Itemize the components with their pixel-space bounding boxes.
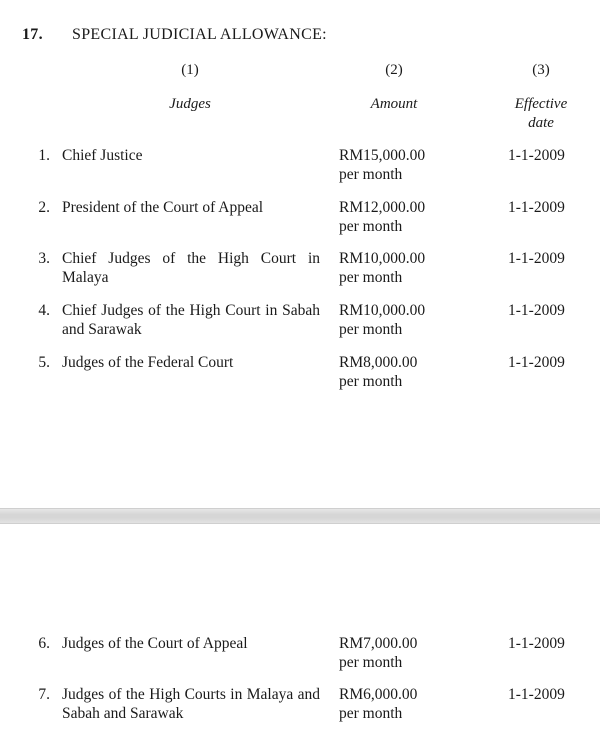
amount-cell: [339, 685, 479, 723]
column-number-3: (3): [532, 62, 550, 78]
column-header-amount: Amount: [370, 96, 418, 112]
judge-title: Judges of the High Courts in Malaya and Sabah and Sarawak: [62, 686, 320, 722]
row-index: 5.: [38, 354, 50, 371]
amount-cell: [339, 634, 479, 672]
column-header-effective-date: [491, 95, 591, 133]
amount-value: RM8,000.00: [339, 354, 418, 371]
row-index: 2.: [38, 199, 50, 216]
effective-date: 1-1-2009: [508, 147, 565, 164]
row-index: 4.: [38, 302, 50, 319]
amount-value: RM6,000.00: [339, 686, 418, 703]
effective-date: 1-1-2009: [508, 354, 565, 371]
amount-period: per month: [339, 269, 403, 286]
row-index: 6.: [38, 635, 50, 652]
amount-period: per month: [339, 654, 403, 671]
judge-title: Chief Judges of the High Court in Malaya: [62, 250, 320, 286]
document-page-2: [0, 524, 600, 731]
section-title: SPECIAL JUDICIAL ALLOWANCE:: [72, 26, 327, 43]
amount-value: RM10,000.00: [339, 302, 426, 319]
column-number-1: (1): [181, 62, 199, 78]
amount-cell: [339, 353, 479, 391]
amount-period: per month: [339, 705, 403, 722]
amount-cell: [339, 301, 479, 339]
effective-date: 1-1-2009: [508, 635, 565, 652]
amount-value: RM12,000.00: [339, 199, 426, 216]
amount-value: RM15,000.00: [339, 147, 426, 164]
judge-title: Judges of the Court of Appeal: [62, 635, 248, 652]
column-number-2: (2): [385, 62, 403, 78]
judge-title: Chief Judges of the High Court in Sabah and Sarawak: [62, 302, 320, 338]
amount-period: per month: [339, 321, 403, 338]
row-index: 7.: [38, 686, 50, 703]
amount-period: per month: [339, 373, 403, 390]
amount-cell: [339, 249, 479, 287]
effective-date: 1-1-2009: [508, 686, 565, 703]
page-separator: [0, 508, 600, 524]
judge-title: Judges of the Federal Court: [62, 354, 234, 371]
effective-date: 1-1-2009: [508, 302, 565, 319]
amount-period: per month: [339, 218, 403, 235]
judge-title: Chief Justice: [62, 147, 143, 164]
row-index: 1.: [38, 147, 50, 164]
amount-value: RM10,000.00: [339, 250, 426, 267]
effective-date: 1-1-2009: [508, 199, 565, 216]
effective-date: 1-1-2009: [508, 250, 565, 267]
amount-cell: [339, 198, 479, 236]
column-header-effective-date-line2: date: [528, 115, 554, 131]
column-header-judges: Judges: [169, 96, 211, 112]
column-header-effective-date-line1: Effective: [514, 96, 568, 112]
judge-title: President of the Court of Appeal: [62, 199, 264, 216]
amount-cell: [339, 146, 479, 184]
section-number: 17.: [22, 26, 43, 43]
amount-value: RM7,000.00: [339, 635, 418, 652]
row-index: 3.: [38, 250, 50, 267]
section-heading: [22, 26, 327, 44]
amount-period: per month: [339, 166, 403, 183]
